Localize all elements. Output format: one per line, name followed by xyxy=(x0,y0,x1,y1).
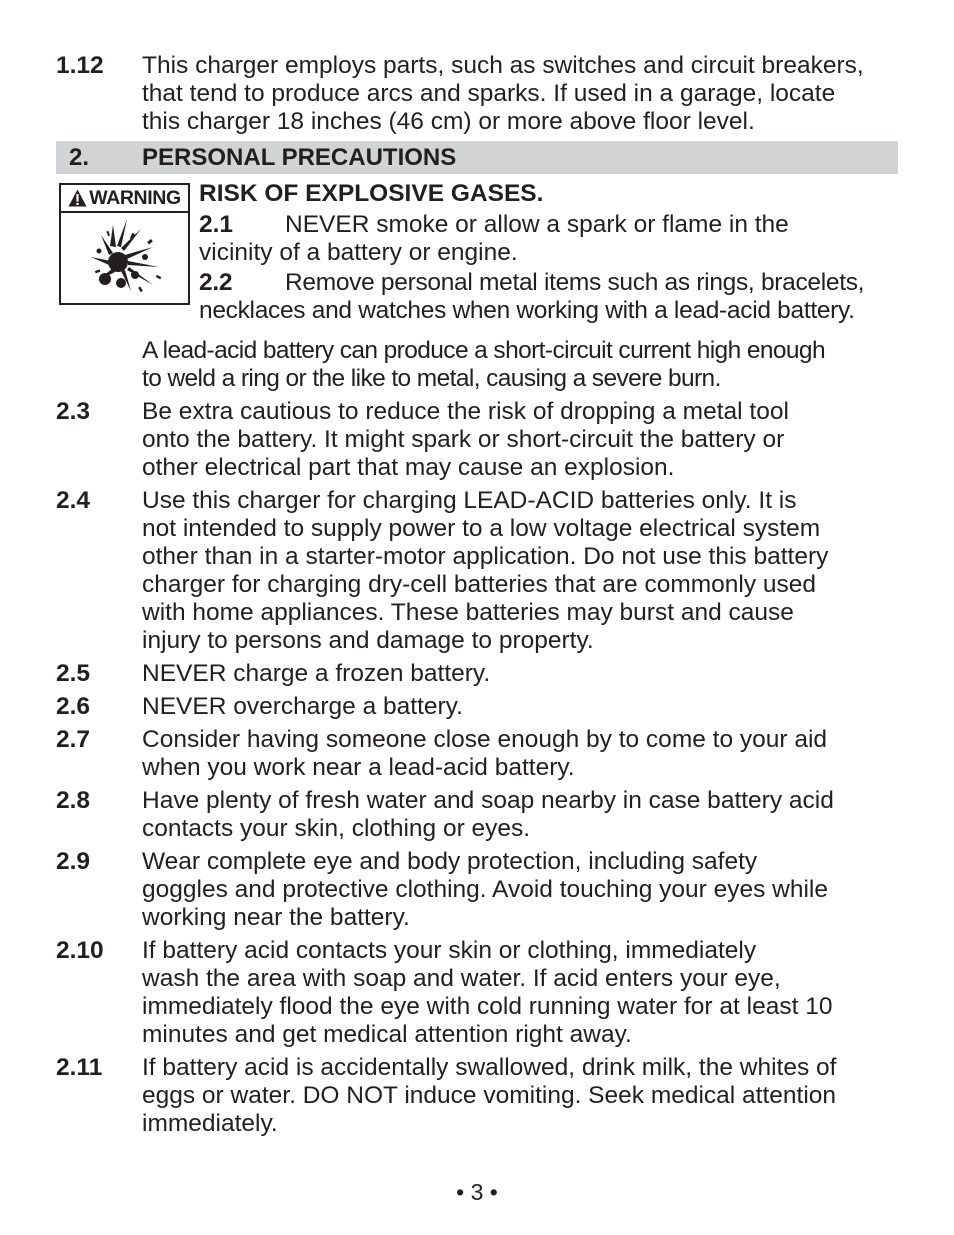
item-number: 2.11 xyxy=(56,1054,103,1081)
item-line: Wear complete eye and body protection, including safety xyxy=(142,848,758,875)
item-line: Be extra cautious to reduce the risk of dropping a metal tool xyxy=(142,398,789,425)
item-line: other than in a starter-motor application. Do not use this battery xyxy=(142,543,829,570)
item-line: If battery acid contacts your skin or clothing, immediately xyxy=(142,937,757,964)
warning-block xyxy=(56,179,898,394)
item-number: 1.12 xyxy=(56,52,104,79)
item-text xyxy=(142,787,898,843)
item-line: not intended to supply power to a low voltage electrical system xyxy=(142,515,821,542)
item-2-2-continued xyxy=(142,337,902,393)
item-1-12 xyxy=(56,52,898,136)
item-text xyxy=(142,726,898,782)
item-line: onto the battery. It might spark or short-circuit the battery or xyxy=(142,426,785,453)
item-2-9 xyxy=(56,848,898,932)
item-line: when you work near a lead-acid battery. xyxy=(142,754,575,781)
item-line: NEVER charge a frozen battery. xyxy=(142,660,491,687)
item-line: NEVER smoke or allow a spark or flame in the xyxy=(285,211,789,238)
item-line: vicinity of a battery or engine. xyxy=(199,239,518,266)
item-line: minutes and get medical attention right away. xyxy=(142,1021,632,1048)
warning-header xyxy=(61,185,188,213)
item-line: Have plenty of fresh water and soap nearby in case battery acid xyxy=(142,787,834,814)
item-line: Consider having someone close enough by to come to your aid xyxy=(142,726,828,753)
item-line: This charger employs parts, such as switches and circuit breakers, xyxy=(142,52,864,79)
alert-triangle-icon xyxy=(68,189,87,207)
item-number: 2.6 xyxy=(56,693,91,720)
item-2-5 xyxy=(56,660,898,688)
item-text xyxy=(142,1054,898,1138)
item-line: to weld a ring or the like to metal, causing a severe burn. xyxy=(142,365,721,392)
section-title: PERSONAL PRECAUTIONS xyxy=(142,143,457,171)
item-number: 2.5 xyxy=(56,660,91,687)
item-line: other electrical part that may cause an explosion. xyxy=(142,454,675,481)
item-number: 2.9 xyxy=(56,848,91,875)
item-number: 2.1 xyxy=(199,211,234,238)
item-line: working near the battery. xyxy=(142,904,410,931)
item-line: that tend to produce arcs and sparks. If used in a garage, locate xyxy=(142,80,836,107)
item-number: 2.2 xyxy=(199,269,233,296)
warning-heading: RISK OF EXPLOSIVE GASES. xyxy=(199,180,544,207)
item-line: Use this charger for charging LEAD-ACID batteries only. It is xyxy=(142,487,797,514)
item-number: 2.3 xyxy=(56,398,91,425)
precautions-list xyxy=(56,398,898,1138)
item-number: 2.10 xyxy=(56,937,104,964)
item-text xyxy=(142,487,898,655)
item-line: contacts your skin, clothing or eyes. xyxy=(142,815,531,842)
item-line: charger for charging dry-cell batteries that are commonly used xyxy=(142,571,817,598)
item-line: injury to persons and damage to property. xyxy=(142,627,594,654)
item-2-3 xyxy=(56,398,898,482)
item-2-6 xyxy=(56,693,898,721)
manual-page xyxy=(56,52,898,1138)
item-2-8 xyxy=(56,787,898,843)
item-2-10 xyxy=(56,937,898,1049)
item-line: immediately. xyxy=(142,1110,278,1137)
item-line: A lead-acid battery can produce a short-circuit current high enough xyxy=(142,337,825,364)
warning-label: WARNING xyxy=(89,187,181,209)
item-text xyxy=(142,693,898,721)
item-line: goggles and protective clothing. Avoid touching your eyes while xyxy=(142,876,828,903)
item-text xyxy=(142,660,898,688)
item-2-2 xyxy=(199,269,899,325)
item-2-4 xyxy=(56,487,898,655)
item-2-11 xyxy=(56,1054,898,1138)
explosion-hazard-icon xyxy=(61,213,188,303)
item-number: 2.7 xyxy=(56,726,91,753)
item-number: 2.8 xyxy=(56,787,91,814)
item-2-7 xyxy=(56,726,898,782)
item-2-1 xyxy=(199,211,899,267)
item-line: immediately flood the eye with cold running water for at least 10 xyxy=(142,993,833,1020)
page-number: • 3 • xyxy=(456,1179,498,1205)
section-header xyxy=(56,141,898,174)
item-number: 2.4 xyxy=(56,487,91,514)
section-number: 2. xyxy=(69,143,90,171)
item-text xyxy=(142,52,898,136)
item-line: If battery acid is accidentally swallowed, drink milk, the whites of xyxy=(142,1054,837,1081)
item-text xyxy=(142,848,898,932)
item-line: this charger 18 inches (46 cm) or more above floor level. xyxy=(142,108,755,135)
item-text xyxy=(142,398,898,482)
item-line: eggs or water. DO NOT induce vomiting. Seek medical attention xyxy=(142,1082,837,1109)
warning-label-box xyxy=(59,183,190,305)
item-text xyxy=(142,937,898,1049)
item-line: Remove personal metal items such as rings, bracelets, xyxy=(285,269,865,296)
item-line: necklaces and watches when working with a lead-acid battery. xyxy=(199,297,855,324)
warning-text xyxy=(199,179,899,325)
item-line: NEVER overcharge a battery. xyxy=(142,693,463,720)
item-line: wash the area with soap and water. If acid enters your eye, xyxy=(142,965,781,992)
item-line: with home appliances. These batteries may burst and cause xyxy=(142,599,794,626)
